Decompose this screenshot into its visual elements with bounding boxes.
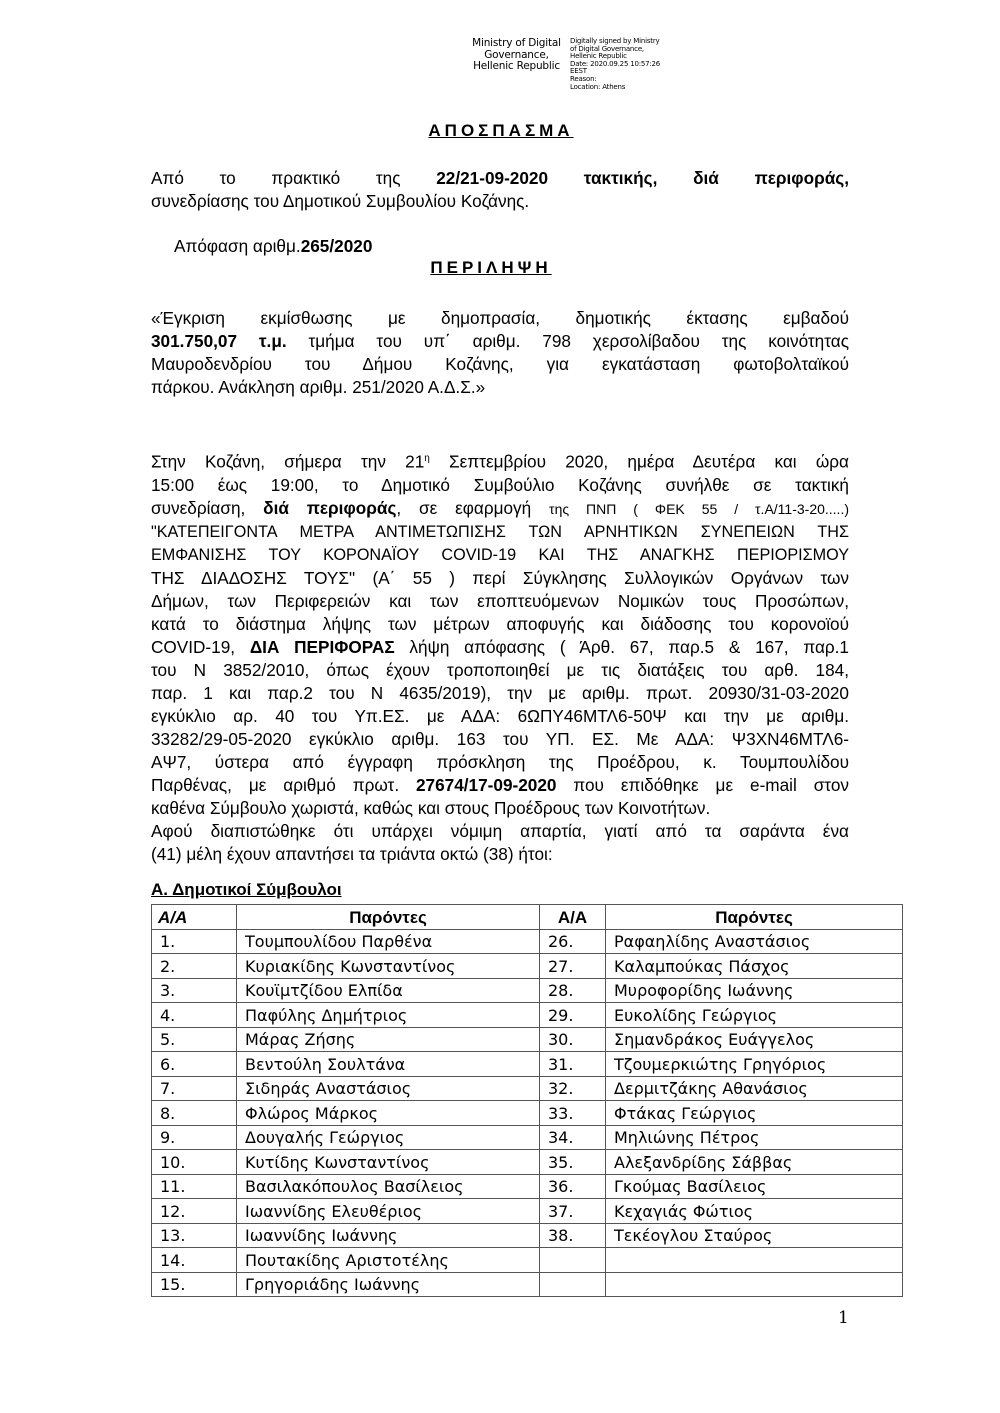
member-name: Κουϊμτζίδου Ελπίδα: [237, 978, 540, 1003]
member-number: 13.: [152, 1223, 237, 1248]
table-row: [152, 1125, 903, 1150]
body-bold: διά περιφοράς: [263, 497, 397, 518]
section-title: Α. Δημοτικοί Σύμβουλοι: [151, 880, 342, 899]
member-name: Φτάκας Γεώργιος: [606, 1101, 903, 1126]
member-name: Κυτίδης Κωνσταντίνος: [237, 1150, 540, 1175]
table-row: [152, 1027, 903, 1052]
body-fragment: Παρθένας, με αριθμό πρωτ.: [151, 774, 416, 795]
body-line: κατά το διάστημα λήψης των μέτρων αποφυγής και διάδοσης του κορονοϊού: [151, 613, 849, 634]
member-number: 6.: [152, 1052, 237, 1077]
table-row: [152, 954, 903, 979]
summary-line: [151, 330, 849, 353]
summary-text: [151, 307, 849, 399]
signer-name-line: Hellenic Republic: [473, 60, 560, 72]
member-name: Γκούμας Βασίλειος: [606, 1174, 903, 1199]
member-name: Τουμπουλίδου Παρθένα: [237, 929, 540, 954]
body-line: [151, 636, 849, 659]
signer-name-line: Ministry of Digital: [472, 37, 561, 49]
body-text: [151, 447, 849, 866]
signature-timezone: EEST: [570, 67, 587, 76]
member-number: 3.: [152, 978, 237, 1003]
signature-date: Date: 2020.09.25 10:57:26: [570, 59, 661, 68]
table-row: [152, 1199, 903, 1224]
member-number: 7.: [152, 1076, 237, 1101]
member-number: 29.: [540, 1003, 606, 1028]
member-name: Σημανδράκος Ευάγγελος: [606, 1027, 903, 1052]
signer-name: [469, 38, 564, 91]
member-number: 38.: [540, 1223, 606, 1248]
digital-signature: [469, 38, 680, 91]
member-name: Τεκέογλου Σταύρος: [606, 1223, 903, 1248]
table-header-row: [152, 905, 903, 930]
table-row: [152, 929, 903, 954]
member-number: 35.: [540, 1150, 606, 1175]
body-line: εγκύκλιο αρ. 40 του Υπ.ΕΣ. με ΑΔΑ: 6ΩΠΥ46ΜΤΛ6-50Ψ και την με αριθμ.: [151, 705, 849, 726]
member-name: Μάρας Ζήσης: [237, 1027, 540, 1052]
decision-value: 265/2020: [300, 236, 373, 256]
member-number: 5.: [152, 1027, 237, 1052]
member-number: 28.: [540, 978, 606, 1003]
member-number: 26.: [540, 929, 606, 954]
member-number: 37.: [540, 1199, 606, 1224]
member-name: [606, 1272, 903, 1297]
signature-location: Location: Athens: [570, 82, 626, 91]
member-name: Ιωαννίδης Ιωάννης: [237, 1223, 540, 1248]
member-number: 15.: [152, 1272, 237, 1297]
body-line: ΑΨ7, ύστερα από έγγραφη πρόσκληση της Προέδρου, κ. Τουμπουλίδου: [151, 751, 849, 772]
member-number: [540, 1248, 606, 1273]
column-header-present: Παρόντες: [237, 905, 540, 930]
signer-name-line: Governance,: [484, 48, 549, 61]
member-number: 36.: [540, 1174, 606, 1199]
body-line: 15:00 έως 19:00, το Δημοτικό Συμβούλιο Κοζάνης συνήλθε σε τακτική: [151, 474, 849, 495]
summary-line-rest: τμήμα του υπ΄ αριθμ. 798 χερσολίβαδου της κοινότητας: [286, 331, 849, 351]
member-number: 11.: [152, 1174, 237, 1199]
table-row: [152, 1248, 903, 1273]
member-number: [540, 1272, 606, 1297]
decision-number: [174, 235, 872, 258]
member-number: 12.: [152, 1199, 237, 1224]
column-header-number: Α/Α: [540, 905, 606, 930]
body-fragment: Σεπτεμβρίου 2020, ημέρα Δευτέρα και ώρα: [429, 451, 849, 472]
summary-line: πάρκου. Ανάκληση αριθμ. 251/2020 Α.Δ.Σ.»: [151, 377, 486, 397]
table-row: [152, 1101, 903, 1126]
body-line: του Ν 3852/2010, όπως έχουν τροποποιηθεί με τις διατάξεις του αρθ. 184,: [151, 659, 849, 680]
decision-label: Απόφαση αριθμ.: [174, 236, 301, 256]
member-number: 2.: [152, 954, 237, 979]
member-name: Ραφαηλίδης Αναστάσιος: [606, 929, 903, 954]
minutes-session-ref: 22/21-09-2020 τακτικής, διά περιφοράς,: [436, 168, 849, 188]
table-row: [152, 978, 903, 1003]
area-value: 301.750,07 τ.μ.: [151, 331, 287, 351]
signature-detail-line: Digitally signed by Ministry: [570, 37, 660, 45]
protocol-number: 27674/17-09-2020: [415, 774, 557, 795]
body-line: παρ. 1 και παρ.2 του Ν 4635/2019), την με αριθμ. πρωτ. 20930/31-03-2020: [151, 682, 849, 703]
ordinal-superscript: η: [424, 453, 430, 464]
body-line: καθένα Σύμβουλο χωριστά, καθώς και στους Προέδρους των Κοινοτήτων.: [151, 797, 711, 818]
body-fragment: , σε εφαρμογή: [396, 497, 550, 518]
page-number: 1: [838, 1308, 849, 1328]
table-row: [152, 1272, 903, 1297]
signature-reason: Reason:: [570, 74, 597, 83]
body-line: ΕΜΦΑΝΙΣΗΣ ΤΟΥ ΚΟΡΟΝΑΪΟΥ COVID-19 ΚΑΙ ΤΗΣ ΑΝΑΓΚΗΣ ΠΕΡΙΟΡΙΣΜΟΥ: [151, 545, 849, 564]
body-line: 33282/29-05-2020 εγκύκλιο αριθμ. 163 του ΥΠ. ΕΣ. Με ΑΔΑ: Ψ3ΧΝ46ΜΤΛ6-: [151, 728, 849, 749]
body-line: Δήμων, των Περιφερειών και των εποπτευόμενων Νομικών τους Προσώπων,: [151, 590, 849, 611]
member-name: Πουτακίδης Αριστοτέλης: [237, 1248, 540, 1273]
body-fragment: Στην Κοζάνη, σήμερα την 21: [151, 451, 425, 472]
signature-details: [570, 38, 680, 91]
member-number: 27.: [540, 954, 606, 979]
body-fragment: λήψη απόφασης ( Άρθ. 67, παρ.5 & 167, παρ.1: [394, 636, 849, 657]
summary-line: «Έγκριση εκμίσθωσης με δημοπρασία, δημοτικής έκτασης εμβαδού: [151, 308, 849, 328]
body-bold: ΔΙΑ ΠΕΡΙΦΟΡΑΣ: [249, 636, 395, 657]
table-row: [152, 1223, 903, 1248]
member-name: Μυροφορίδης Ιωάννης: [606, 978, 903, 1003]
body-line: [151, 447, 849, 474]
member-name: Βεντούλη Σουλτάνα: [237, 1052, 540, 1077]
table-row: [152, 1052, 903, 1077]
body-fragment: COVID-19,: [151, 636, 250, 657]
member-name: Δουγαλής Γεώργιος: [237, 1125, 540, 1150]
member-name: Ιωαννίδης Ελευθέριος: [237, 1199, 540, 1224]
attendance-table: [151, 904, 903, 1297]
member-name: Αλεξανδρίδης Σάββας: [606, 1150, 903, 1175]
body-line: [151, 774, 849, 797]
summary-line: Μαυροδενδρίου του Δήμου Κοζάνης, για εγκατάσταση φωτοβολταϊκού: [151, 354, 849, 374]
table-row: [152, 1150, 903, 1175]
signature-detail-line: of Digital Governance,: [570, 44, 644, 53]
body-line: Αφού διαπιστώθηκε ότι υπάρχει νόμιμη απαρτία, γιατί από τα σαράντα ένα: [151, 820, 849, 841]
member-name: Ευκολίδης Γεώργιος: [606, 1003, 903, 1028]
minutes-reference: [151, 167, 849, 213]
table-row: [152, 1003, 903, 1028]
signature-detail-line: Hellenic Republic: [570, 52, 627, 61]
body-line: ΤΗΣ ΔΙΑΔΟΣΗΣ ΤΟΥΣ" (Α΄ 55 ) περί Σύγκλησης Συλλογικών Οργάνων των: [151, 567, 849, 588]
member-name: Κυριακίδης Κωνσταντίνος: [237, 954, 540, 979]
body-line: "ΚΑΤΕΠΕΙΓΟΝΤΑ ΜΕΤΡΑ ΑΝΤΙΜΕΤΩΠΙΣΗΣ ΤΩΝ ΑΡΝΗΤΙΚΩΝ ΣΥΝΕΠΕΙΩΝ ΤΗΣ: [151, 522, 849, 541]
member-name: Σιδηράς Αναστάσιος: [237, 1076, 540, 1101]
table-row: [152, 1174, 903, 1199]
body-line: (41) μέλη έχουν απαντήσει τα τριάντα οκτώ (38) ήτοι:: [151, 843, 553, 864]
table-body: [152, 929, 903, 1297]
column-header-number: Α/Α: [152, 905, 237, 930]
body-fragment: που επιδόθηκε με e-mail στον: [556, 774, 849, 795]
member-number: 34.: [540, 1125, 606, 1150]
member-name: Καλαμπούκας Πάσχος: [606, 954, 903, 979]
member-number: 9.: [152, 1125, 237, 1150]
summary-title: ΠΕΡΙΛΗΨΗ: [430, 258, 552, 277]
member-name: Τζουμερκιώτης Γρηγόριος: [606, 1052, 903, 1077]
member-number: 10.: [152, 1150, 237, 1175]
member-number: 32.: [540, 1076, 606, 1101]
member-name: [606, 1248, 903, 1273]
minutes-prefix: Από το πρακτικό της: [151, 168, 437, 188]
body-line: [151, 497, 849, 521]
member-number: 1.: [152, 929, 237, 954]
member-number: 31.: [540, 1052, 606, 1077]
member-number: 30.: [540, 1027, 606, 1052]
fek-reference: της ΠΝΠ ( ΦΕΚ 55 / τ.Α/11-3-20.....): [549, 500, 849, 517]
member-name: Γρηγοριάδης Ιωάννης: [237, 1272, 540, 1297]
member-name: Κεχαγιάς Φώτιος: [606, 1199, 903, 1224]
member-number: 33.: [540, 1101, 606, 1126]
body-fragment: συνεδρίαση,: [151, 497, 264, 518]
member-number: 8.: [152, 1101, 237, 1126]
member-number: 4.: [152, 1003, 237, 1028]
member-number: 14.: [152, 1248, 237, 1273]
minutes-reference-line: συνεδρίασης του Δημοτικού Συμβουλίου Κοζάνης.: [151, 191, 530, 211]
column-header-present: Παρόντες: [606, 905, 903, 930]
minutes-reference-line: [151, 167, 849, 190]
member-name: Βασιλακόπουλος Βασίλειος: [237, 1174, 540, 1199]
table-row: [152, 1076, 903, 1101]
member-name: Μηλιώνης Πέτρος: [606, 1125, 903, 1150]
member-name: Παφύλης Δημήτριος: [237, 1003, 540, 1028]
member-name: Δερμιτζάκης Αθανάσιος: [606, 1076, 903, 1101]
member-name: Φλώρος Μάρκος: [237, 1101, 540, 1126]
document-title: ΑΠΟΣΠΑΣΜΑ: [428, 121, 574, 140]
